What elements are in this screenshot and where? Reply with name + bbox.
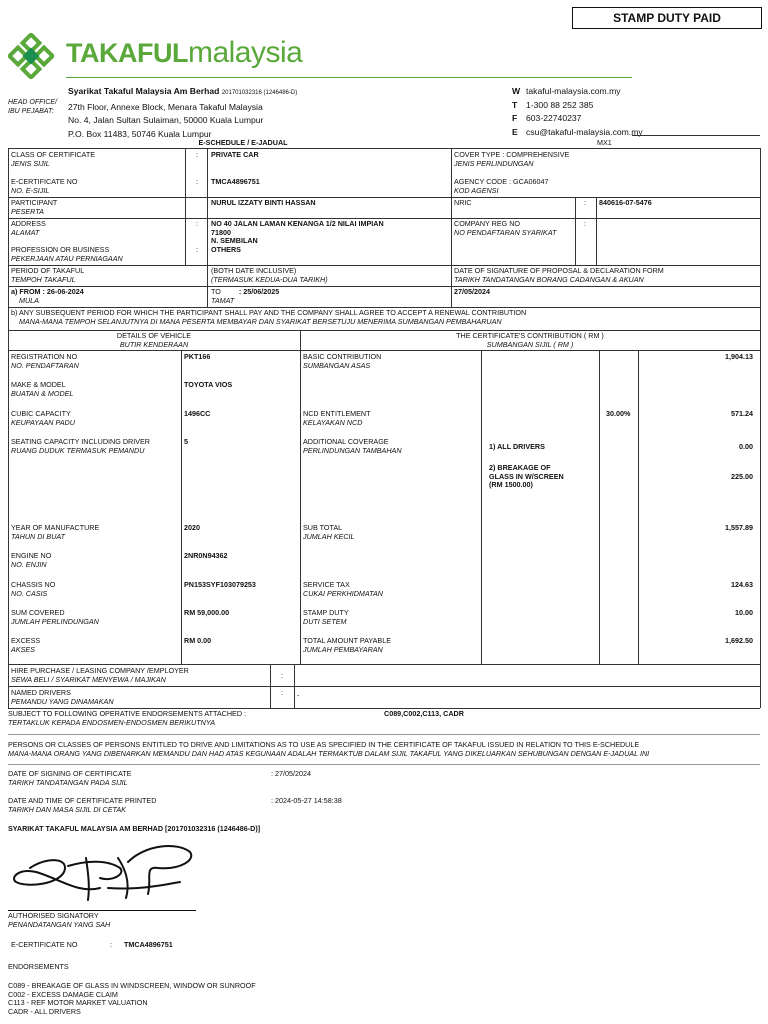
vehicle-en: ENGINE NO bbox=[11, 551, 52, 560]
hire-purchase-label bbox=[11, 667, 189, 684]
vehicle-ms: NO. CASIS bbox=[11, 588, 48, 598]
class-en: CLASS OF CERTIFICATE bbox=[11, 150, 95, 159]
persons-en: PERSONS OR CLASSES OF PERSONS ENTITLED TO DRIVE AND LIMITATIONS AS TO USE AS SPECIFIED IN THE CERTIFICATE OF TAKAFUL ISSUED IN RELATION TO THIS E-SCHEDULE bbox=[8, 740, 640, 749]
persons-entitled bbox=[8, 741, 760, 758]
subtotal-amount: 1,557.89 bbox=[725, 523, 753, 532]
vehicle-en: REGISTRATION NO bbox=[11, 352, 78, 361]
contact-block bbox=[512, 85, 643, 139]
subsequent-period bbox=[11, 309, 526, 326]
vehicle-row bbox=[11, 552, 51, 569]
vehicle-value: 1496CC bbox=[184, 409, 211, 418]
agency-code bbox=[454, 178, 549, 195]
total-payable-label bbox=[303, 637, 391, 654]
vehicle-ms: BUATAN & MODEL bbox=[11, 388, 74, 398]
subsequent-ms: MANA-MANA TEMPOH SELANJUTNYA DI MANA PESERTA MEMBAYAR DAN SYARIKAT BERSETUJU MENERIMA SUMBANGAN PEMBAHARUAN bbox=[19, 316, 502, 326]
vehicle-ms: AKSES bbox=[11, 644, 35, 654]
section-divider bbox=[8, 734, 760, 735]
head-office-label bbox=[8, 98, 57, 116]
vehicle-header bbox=[8, 332, 300, 349]
all-drivers-label: 1) ALL DRIVERS bbox=[489, 442, 545, 451]
endorsement-item: C113 - REF MOTOR MARKET VALUATION bbox=[8, 998, 148, 1008]
company-footer: SYARIKAT TAKAFUL MALAYSIA AM BERHAD [201701032316 (1246486-D)] bbox=[8, 824, 261, 833]
vehicle-row bbox=[11, 410, 75, 427]
contact-web-key: W bbox=[512, 86, 521, 96]
nric-value: 840616-07-5476 bbox=[599, 198, 652, 207]
ncd-amount: 571.24 bbox=[731, 409, 753, 418]
contact-email[interactable]: csu@takaful-malaysia.com.my bbox=[526, 126, 643, 137]
breakage-amount: 225.00 bbox=[731, 472, 753, 481]
vehicle-header-ms: BUTIR KENDERAAN bbox=[119, 339, 189, 349]
profession-label bbox=[11, 246, 123, 263]
signatory-ms: PENANDATANGAN YANG SAH bbox=[8, 919, 111, 929]
period-both-en: (BOTH DATE INCLUSIVE) bbox=[211, 266, 297, 275]
footer-ecert-label: E-CERTIFICATE NO bbox=[11, 940, 78, 949]
vehicle-en: CUBIC CAPACITY bbox=[11, 409, 71, 418]
colon: : bbox=[196, 150, 198, 159]
colon: : bbox=[196, 245, 198, 254]
total-payable-amount: 1,692.50 bbox=[725, 636, 753, 645]
ncd-ms: KELAYAKAN NCD bbox=[303, 417, 363, 427]
contact-fax-key: F bbox=[512, 113, 518, 123]
contact-tel-key: T bbox=[512, 99, 518, 110]
company-reg-en: COMPANY REG NO bbox=[454, 219, 521, 228]
subtotal-en: SUB TOTAL bbox=[303, 523, 343, 532]
stamp-duty-paid-box: STAMP DUTY PAID bbox=[572, 7, 762, 29]
stamp-duty-amount: 10.00 bbox=[735, 608, 753, 617]
subtotal-ms: JUMLAH KECIL bbox=[303, 531, 355, 541]
signatory-en: AUTHORISED SIGNATORY bbox=[8, 911, 99, 920]
colon: : bbox=[584, 219, 586, 228]
contact-rule bbox=[632, 135, 760, 136]
address-en: ADDRESS bbox=[11, 219, 46, 228]
vehicle-en: SEATING CAPACITY INCLUDING DRIVER bbox=[11, 437, 150, 446]
vehicle-value: 5 bbox=[184, 437, 188, 446]
profession-ms: PEKERJAAN ATAU PERNIAGAAN bbox=[11, 253, 123, 263]
vehicle-ms: TAHUN DI BUAT bbox=[11, 531, 66, 541]
contact-web[interactable]: takaful-malaysia.com.my bbox=[526, 86, 621, 96]
vehicle-en: SUM COVERED bbox=[11, 608, 65, 617]
vehicle-en: MAKE & MODEL bbox=[11, 380, 66, 389]
named-drivers-value: - bbox=[297, 691, 300, 700]
colon: : bbox=[196, 177, 198, 186]
service-tax-label bbox=[303, 581, 383, 598]
printed-ms: TARIKH DAN MASA SIJIL DI CETAK bbox=[8, 804, 126, 814]
colon: : bbox=[281, 671, 283, 680]
contribution-header bbox=[300, 332, 760, 349]
persons-ms: MANA-MANA ORANG YANG DIBENARKAN MEMANDU DAN HAD ATAS KEGUNAAN ADALAH TERMAKTUB DALAM SIJIL TAKAFUL YANG DIKELUARKAN SEHUBUNGAN DENGAN E-JADUAL INI bbox=[8, 748, 650, 758]
total-ms: JUMLAH PEMBAYARAN bbox=[303, 644, 383, 654]
additional-ms: PERLINDUNGAN TAMBAHAN bbox=[303, 445, 402, 455]
contrib-header-en: THE CERTIFICATE'S CONTRIBUTION ( RM ) bbox=[456, 331, 604, 340]
ecert-ms: NO. E-SIJIL bbox=[11, 185, 50, 195]
agency-en: AGENCY CODE : GCA06047 bbox=[454, 177, 549, 186]
address-line3: N. SEMBILAN bbox=[211, 236, 258, 246]
period-ms: TEMPOH TAKAFUL bbox=[11, 274, 76, 284]
basic-ms: SUMBANGAN ASAS bbox=[303, 360, 371, 370]
participant-en: PARTICIPANT bbox=[11, 198, 58, 207]
contrib-header-ms: SUMBANGAN SIJIL ( RM ) bbox=[486, 339, 574, 349]
schedule-title: E-SCHEDULE / E-JADUAL bbox=[198, 138, 288, 147]
sign-date-label bbox=[454, 267, 664, 284]
vehicle-value: 2NR0N94362 bbox=[184, 551, 228, 560]
vehicle-value: 2020 bbox=[184, 523, 200, 532]
office-addr2: No. 4, Jalan Sultan Sulaiman, 50000 Kuala Lumpur bbox=[68, 115, 264, 125]
contact-tel: 1-300 88 252 385 bbox=[526, 99, 594, 110]
office-company-reg: 201701032316 (1246486-D) bbox=[221, 90, 298, 96]
vehicle-en: CHASSIS NO bbox=[11, 580, 56, 589]
vehicle-row bbox=[11, 609, 99, 626]
vehicle-ms: JUMLAH PERLINDUNGAN bbox=[11, 616, 99, 626]
basic-amount: 1,904.13 bbox=[725, 352, 753, 361]
class-ms: JENIS SIJIL bbox=[11, 158, 50, 168]
signing-en: DATE OF SIGNING OF CERTIFICATE bbox=[8, 769, 132, 778]
from-en: a) FROM : 26-06-2024 bbox=[11, 287, 84, 296]
colon: : bbox=[584, 198, 586, 207]
colon: : bbox=[281, 688, 283, 697]
vehicle-en: EXCESS bbox=[11, 636, 41, 645]
breakage-line1: 2) BREAKAGE OF bbox=[489, 463, 551, 472]
stamp-ms: DUTI SETEM bbox=[303, 616, 347, 626]
stamp-en: STAMP DUTY bbox=[303, 608, 349, 617]
period-to bbox=[211, 288, 279, 305]
vehicle-value: PKT166 bbox=[184, 352, 211, 361]
company-reg-ms: NO PENDAFTARAN SYARIKAT bbox=[454, 227, 557, 237]
basic-contribution-label bbox=[303, 353, 381, 370]
ncd-pct: 30.00% bbox=[606, 409, 631, 418]
endorsement-item: CADR - ALL DRIVERS bbox=[8, 1006, 81, 1016]
endorsements-attached-label bbox=[8, 710, 246, 727]
basic-en: BASIC CONTRIBUTION bbox=[303, 352, 382, 361]
cover-type bbox=[454, 151, 569, 168]
profession-en: PROFESSION OR BUSINESS bbox=[11, 245, 110, 254]
vehicle-row bbox=[11, 353, 79, 370]
ecert-label bbox=[11, 178, 77, 195]
subsequent-en: b) ANY SUBSEQUENT PERIOD FOR WHICH THE PARTICIPANT SHALL PAY AND THE COMPANY SHALL AGREE TO ACCEPT A RENEWAL CONTRIBUTION bbox=[11, 308, 527, 317]
tax-ms: CUKAI PERKHIDMATAN bbox=[303, 588, 384, 598]
vehicle-header-en: DETAILS OF VEHICLE bbox=[116, 331, 192, 340]
additional-coverage-label bbox=[303, 438, 402, 455]
office-address-block bbox=[68, 85, 297, 141]
ecert-en: E-CERTIFICATE NO bbox=[11, 177, 78, 186]
contact-email-key: E bbox=[512, 126, 518, 137]
brand-underline bbox=[66, 77, 632, 78]
head-office-label-en: HEAD OFFICE/ bbox=[8, 99, 58, 106]
signature-icon bbox=[8, 838, 198, 910]
named-ms: PEMANDU YANG DINAMAKAN bbox=[11, 696, 114, 706]
endorsements-list bbox=[8, 982, 256, 1016]
endorsement-item: C089 - BREAKAGE OF GLASS IN WINDSCREEN, WINDOW OR SUNROOF bbox=[8, 981, 256, 990]
signing-date-value: : 27/05/2024 bbox=[271, 769, 311, 778]
sign-date-value: 27/05/2024 bbox=[454, 287, 490, 296]
head-office-label-ms: IBU PEJABAT: bbox=[8, 108, 54, 115]
colon: : bbox=[110, 940, 112, 949]
printed-date-value: : 2024-05-27 14:58:38 bbox=[271, 796, 342, 805]
hire-ms: SEWA BELI / SYARIKAT MENYEWA / MAJIKAN bbox=[11, 674, 166, 684]
section-divider bbox=[8, 764, 760, 765]
schedule-code: MX1 bbox=[597, 138, 612, 147]
period-both-ms: (TERMASUK KEDUA-DUA TARIKH) bbox=[211, 274, 328, 284]
sign-date-en: DATE OF SIGNATURE OF PROPOSAL & DECLARATION FORM bbox=[454, 266, 664, 275]
office-addr3: P.O. Box 11483, 50746 Kuala Lumpur bbox=[68, 128, 212, 139]
all-drivers-amount: 0.00 bbox=[739, 442, 753, 451]
vehicle-en: YEAR OF MANUFACTURE bbox=[11, 523, 100, 532]
vehicle-row bbox=[11, 524, 99, 541]
takaful-logo-icon bbox=[8, 33, 54, 79]
vehicle-value: TOYOTA VIOS bbox=[184, 380, 233, 389]
address-line1: NO 40 JALAN LAMAN KENANGA 1/2 NILAI IMPIAN bbox=[211, 219, 384, 228]
printed-date-label bbox=[8, 797, 156, 814]
period-label bbox=[11, 267, 84, 284]
company-reg-label bbox=[454, 220, 556, 237]
nric-label: NRIC bbox=[454, 198, 472, 207]
participant-value: NURUL IZZATY BINTI HASSAN bbox=[211, 198, 316, 207]
endorse-en: SUBJECT TO FOLLOWING OPERATIVE ENDORSEMENTS ATTACHED : bbox=[8, 709, 247, 718]
agency-ms: KOD AGENSI bbox=[454, 185, 499, 195]
brand-part1: TAKAFUL bbox=[66, 38, 188, 68]
vehicle-row bbox=[11, 637, 40, 654]
breakage-line2: GLASS IN W/SCREEN bbox=[489, 471, 564, 481]
vehicle-row bbox=[11, 381, 73, 398]
class-value: PRIVATE CAR bbox=[211, 150, 259, 159]
signatory-label bbox=[8, 912, 110, 929]
brand-part2: malaysia bbox=[187, 36, 303, 69]
footer-ecert-value: TMCA4896751 bbox=[124, 940, 173, 949]
cover-ms: JENIS PERLINDUNGAN bbox=[454, 158, 534, 168]
printed-en: DATE AND TIME OF CERTIFICATE PRINTED bbox=[8, 796, 157, 805]
to-en: TO bbox=[211, 287, 221, 296]
service-tax-amount: 124.63 bbox=[731, 580, 753, 589]
endorsement-item: C002 - EXCESS DAMAGE CLAIM bbox=[8, 989, 118, 999]
total-en: TOTAL AMOUNT PAYABLE bbox=[303, 636, 391, 645]
vehicle-row bbox=[11, 438, 150, 455]
hire-en: HIRE PURCHASE / LEASING COMPANY /EMPLOYER bbox=[11, 666, 189, 675]
subtotal-label bbox=[303, 524, 355, 541]
vehicle-value: RM 0.00 bbox=[184, 636, 212, 645]
office-company: Syarikat Takaful Malaysia Am Berhad bbox=[68, 86, 220, 96]
ecert-value: TMCA4896751 bbox=[211, 177, 260, 186]
office-addr1: 27th Floor, Annexe Block, Menara Takaful Malaysia bbox=[68, 101, 263, 112]
address-value bbox=[211, 220, 384, 254]
vehicle-ms: KEUPAYAAN PADU bbox=[11, 417, 75, 427]
participant-ms: PESERTA bbox=[11, 206, 44, 216]
participant-label bbox=[11, 199, 57, 216]
endorse-ms: TERTAKLUK KEPADA ENDOSMEN-ENDOSMEN BERIKUTNYA bbox=[8, 717, 216, 727]
signing-ms: TARIKH TANDATANGAN PADA SIJIL bbox=[8, 777, 128, 787]
endorsements-attached-value: C089,C002,C113, CADR bbox=[384, 709, 464, 718]
profession-value: OTHERS bbox=[211, 244, 241, 254]
breakage-label bbox=[489, 464, 564, 490]
from-ms: MULA bbox=[19, 295, 39, 305]
contact-fax: 603-22740237 bbox=[526, 113, 582, 123]
stamp-duty-label bbox=[303, 609, 349, 626]
signing-date-label bbox=[8, 770, 131, 787]
address-label bbox=[11, 220, 46, 237]
address-ms: ALAMAT bbox=[11, 227, 40, 237]
class-of-certificate-label bbox=[11, 151, 95, 168]
vehicle-ms: RUANG DUDUK TERMASUK PEMANDU bbox=[11, 445, 145, 455]
vehicle-value: RM 59,000.00 bbox=[184, 608, 230, 617]
period-from bbox=[11, 288, 84, 305]
vehicle-value: PN153SYF103079253 bbox=[184, 580, 256, 589]
ncd-en: NCD ENTITLEMENT bbox=[303, 409, 371, 418]
vehicle-ms: NO. PENDAFTARAN bbox=[11, 360, 79, 370]
cover-en: COVER TYPE : COMPREHENSIVE bbox=[454, 150, 570, 159]
to-ms: TAMAT bbox=[211, 295, 235, 305]
brand-logo-text bbox=[66, 36, 302, 70]
to-value: : 25/06/2025 bbox=[238, 287, 280, 296]
named-drivers-label bbox=[11, 689, 114, 706]
address-line2: 71800 bbox=[211, 227, 231, 237]
additional-en: ADDITIONAL COVERAGE bbox=[303, 437, 389, 446]
vehicle-row bbox=[11, 581, 55, 598]
sign-date-ms: TARIKH TANDATANGAN BORANG CADANGAN & AKUAN bbox=[454, 274, 644, 284]
colon: : bbox=[196, 219, 198, 228]
tax-en: SERVICE TAX bbox=[303, 580, 350, 589]
vehicle-ms: NO. ENJIN bbox=[11, 559, 47, 569]
named-en: NAMED DRIVERS bbox=[11, 688, 71, 697]
ncd-label bbox=[303, 410, 371, 427]
breakage-line3: (RM 1500.00) bbox=[489, 480, 533, 490]
period-both bbox=[211, 267, 328, 284]
endorsements-title: ENDORSEMENTS bbox=[8, 962, 69, 971]
period-en: PERIOD OF TAKAFUL bbox=[11, 266, 85, 275]
